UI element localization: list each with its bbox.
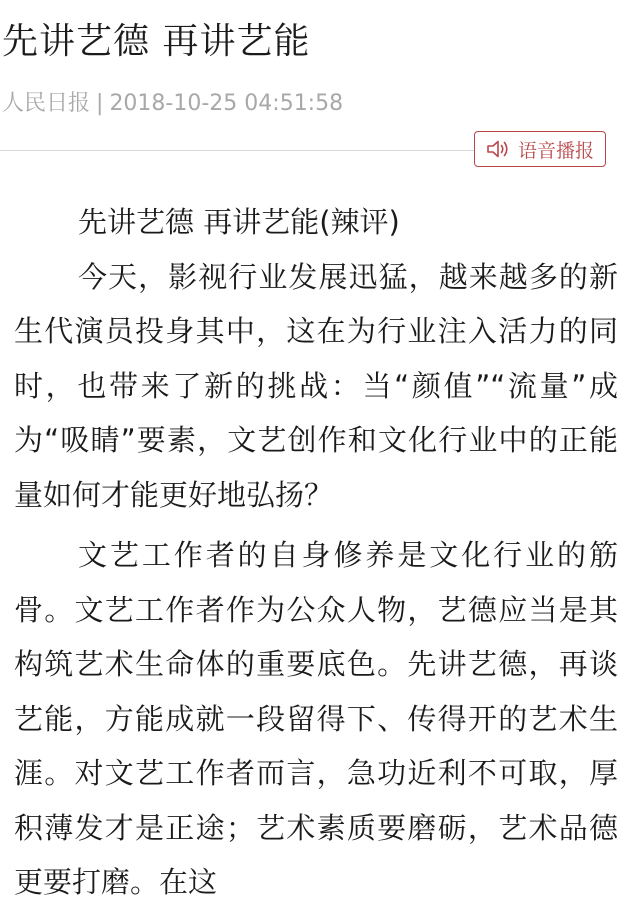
article-body — [14, 195, 618, 910]
article-paragraph: 文艺工作者的自身修养是文化行业的筋骨。文艺工作者作为公众人物，艺德应当是其构筑艺术生命体的重要底色。先讲艺德，再谈艺能，方能成就一段留得下、传得开的艺术生涯。对文艺工作者而言，急功近利不可取，厚积薄发才是正途；艺术素质要磨砺，艺术品德更要打磨。在这 — [14, 538, 618, 899]
article-subtitle: 先讲艺德 再讲艺能(辣评) — [78, 205, 400, 239]
meta-separator: | — [96, 91, 104, 116]
speaker-icon — [486, 138, 512, 160]
voice-broadcast-button[interactable] — [474, 131, 606, 167]
page-title: 先讲艺德 再讲艺能 — [2, 21, 311, 62]
voice-broadcast-label: 语音播报 — [517, 139, 594, 162]
header-divider — [0, 150, 474, 151]
source-label: 人民日报 — [2, 91, 91, 116]
timestamp: 2018-10-25 04:51:58 — [109, 91, 344, 116]
article-meta — [2, 88, 343, 120]
article-paragraph: 今天，影视行业发展迅猛，越来越多的新生代演员投身其中，这在为行业注入活力的同时，也带来了新的挑战：当“颜值”“流量”成为“吸睛”要素，文艺创作和文化行业中的正能量如何才能更好地弘扬？ — [14, 259, 618, 512]
